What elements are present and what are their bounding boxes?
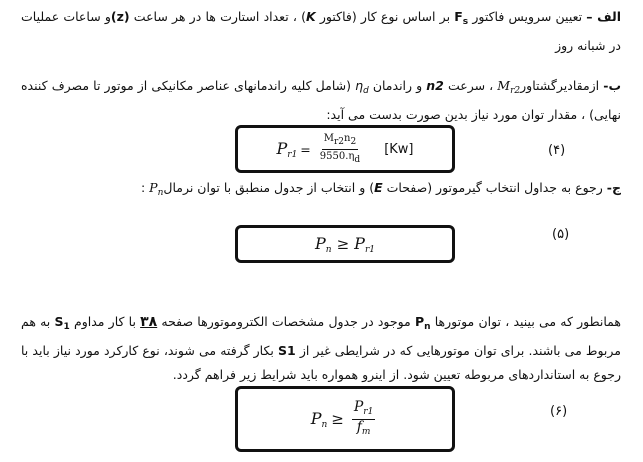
p1-text-mid: بر اساس نوع کار (فاکتور [315, 9, 455, 24]
equation-6-box [235, 386, 455, 452]
eq4-numerator: $M_{r2}n_2$ [322, 132, 358, 150]
eq5-rhs: $P_{r1}$ [354, 233, 375, 255]
paragraph-power-required [21, 74, 621, 127]
eq5-number: (۵) [552, 227, 570, 242]
equation-4-box [235, 125, 455, 173]
p2-text-post: (شامل کلیه راندمانهای عناصر مکانیکی از موتور تا مصرف کننده نهایی) ، مقدار توان مورد نیاز بدین صورت بدست می آید: [21, 78, 621, 122]
s1-symbol: $S_1$ [54, 314, 70, 332]
p3-text-pre: رجوع به جداول انتخاب گیرموتور (صفحات [382, 180, 607, 195]
p2-text-pre: ازمقادیرگشتاور [520, 78, 604, 93]
eq6-lhs: $P_n$ [310, 408, 328, 430]
p1-text-post2: و ساعات عملیات در شبانه روز [21, 9, 621, 53]
label-be: ب- [603, 78, 621, 93]
pn-symbol: $P_n$ [149, 180, 164, 198]
p4-text-mid3: به هم مربوط می باشند. برای توان موتورهایی که در شرایطی غیر از [21, 314, 621, 358]
label-alef: الف – [586, 9, 621, 24]
paragraph-service-factor [21, 5, 621, 58]
paragraph-gearmotor-selection [21, 176, 621, 205]
eq4-denominator: $9550.\eta_d$ [319, 150, 361, 165]
eq6-numerator: $P_{r1}$ [352, 400, 375, 420]
k-symbol: K [305, 9, 316, 24]
eq5-lhs: $P_n$ [315, 233, 332, 255]
p4-text-mid2: با کار مداوم [69, 314, 141, 329]
p4-text-post: بکار گرفته می شوند، نوع کارکرد مورد نیاز باید با رجوع به استانداردهای مربوطه تعیین شود. از اینرو همواره باید شرایط زیر فراهم گردد. [21, 343, 621, 382]
eq4-fraction [318, 132, 362, 167]
z-symbol: (z) [110, 9, 130, 24]
paragraph-motor-duty [21, 310, 621, 387]
p3-text-post: ) و انتخاب از جدول منطبق با توان نرمال [163, 180, 375, 195]
pn-symbol-2: $P_n$ [414, 314, 431, 332]
equation-5-box [235, 225, 455, 263]
eq4-lhs: $P_{r1}$ [276, 138, 298, 160]
eq6-op: ≥ [331, 410, 344, 428]
e-symbol: E [374, 180, 383, 195]
eq4-equals: = [300, 141, 311, 157]
fs-symbol: $F_s$ [454, 9, 469, 27]
p3-text-end: : [140, 180, 150, 195]
m-symbol: $M_{r2}$ [497, 78, 521, 96]
p2-text-mid1: ، سرعت [443, 78, 498, 93]
eq6-fraction [352, 400, 375, 439]
n2-symbol: n2 [426, 78, 444, 93]
eq5-op: ≥ [336, 235, 350, 253]
s1-symbol-2: S1 [278, 343, 296, 358]
p1-text-pre: تعیین سرویس فاکتور [468, 9, 587, 24]
eta-symbol: $\eta_d$ [355, 78, 369, 96]
p2-text-mid2: و راندمان [368, 78, 427, 93]
eq6-denominator: $f_m$ [356, 418, 371, 437]
eq4-number: (۴) [548, 143, 566, 158]
page-number: ۳۸ [140, 314, 158, 330]
label-jim: ج- [606, 180, 621, 195]
p4-text-mid1: موجود در جدول مشخصات الکتروموتورها صفحه [157, 314, 415, 329]
eq4-unit: [Kw] [384, 141, 414, 157]
p4-text-pre: همانطور که می بینید ، توان موتورها [430, 314, 621, 329]
eq6-number: (۶) [550, 404, 568, 419]
p1-text-post1: ) ، تعداد استارت ها در هر ساعت [129, 9, 306, 24]
